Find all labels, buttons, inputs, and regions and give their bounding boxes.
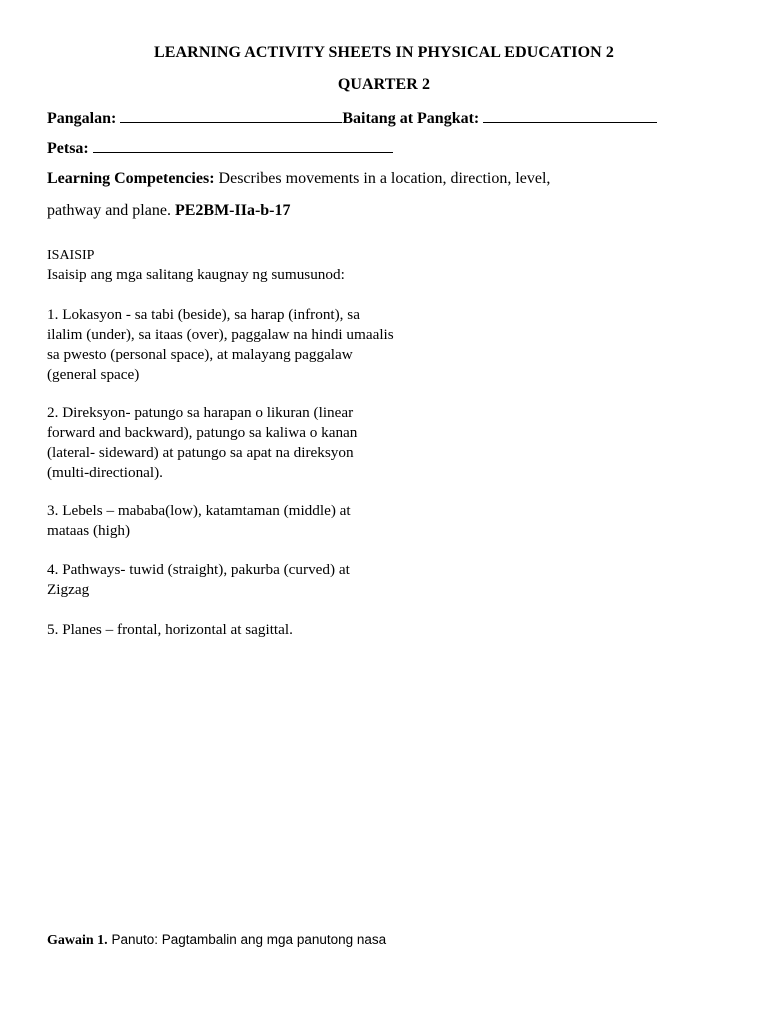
list-item-2-line-4: (multi-directional). (47, 464, 163, 481)
list-item-1-line-3: sa pwesto (personal space), at malayang paggalaw (47, 346, 353, 363)
competencies-line-1 (47, 170, 550, 188)
grade-label: Baitang at Pangkat: (342, 110, 480, 127)
document-title: LEARNING ACTIVITY SHEETS IN PHYSICAL EDUCATION 2 (153, 44, 614, 61)
date-label: Petsa: (47, 140, 89, 157)
list-item-4-line-1: 4. Pathways- tuwid (straight), pakurba (curved) at (47, 561, 350, 578)
name-grade-row (47, 108, 657, 128)
list-item-2-line-2: forward and backward), patungo sa kaliwa o kanan (47, 424, 358, 441)
competencies-label: Learning Competencies: (47, 170, 215, 187)
name-label: Pangalan: (47, 110, 117, 127)
activity-instruction (47, 932, 386, 949)
activity-label: Gawain 1. (47, 933, 108, 948)
isaisip-heading: ISAISIP (47, 248, 95, 263)
list-item-1-line-1: 1. Lokasyon - sa tabi (beside), sa harap (infront), sa (47, 306, 360, 323)
competencies-text-1: Describes movements in a location, direction, level, (214, 170, 551, 187)
activity-text: Panuto: Pagtambalin ang mga panutong nasa (107, 932, 387, 947)
list-item-2-line-3: (lateral- sideward) at patungo sa apat na direksyon (47, 444, 354, 461)
date-blank (93, 138, 393, 153)
list-item-2-line-1: 2. Direksyon- patungo sa harapan o likuran (linear (47, 404, 354, 421)
list-item-3-line-2: mataas (high) (47, 522, 131, 539)
list-item-4-line-2: Zigzag (47, 581, 90, 598)
list-item-5-line-1: 5. Planes – frontal, horizontal at sagittal. (47, 621, 293, 638)
list-item-1-line-2: ilalim (under), sa itaas (over), paggalaw na hindi umaalis (47, 326, 394, 343)
competency-code: PE2BM-IIa-b-17 (174, 202, 291, 219)
competencies-text-2: pathway and plane. (47, 202, 175, 219)
list-item-3-line-1: 3. Lebels – mababa(low), katamtaman (middle) at (47, 502, 351, 519)
isaisip-intro: Isaisip ang mga salitang kaugnay ng sumusunod: (47, 266, 345, 283)
grade-blank (483, 108, 657, 123)
list-item-1-line-4: (general space) (47, 366, 140, 383)
name-blank (120, 108, 342, 123)
competencies-line-2 (47, 202, 291, 220)
date-row (47, 138, 393, 158)
quarter-heading: QUARTER 2 (337, 76, 431, 93)
